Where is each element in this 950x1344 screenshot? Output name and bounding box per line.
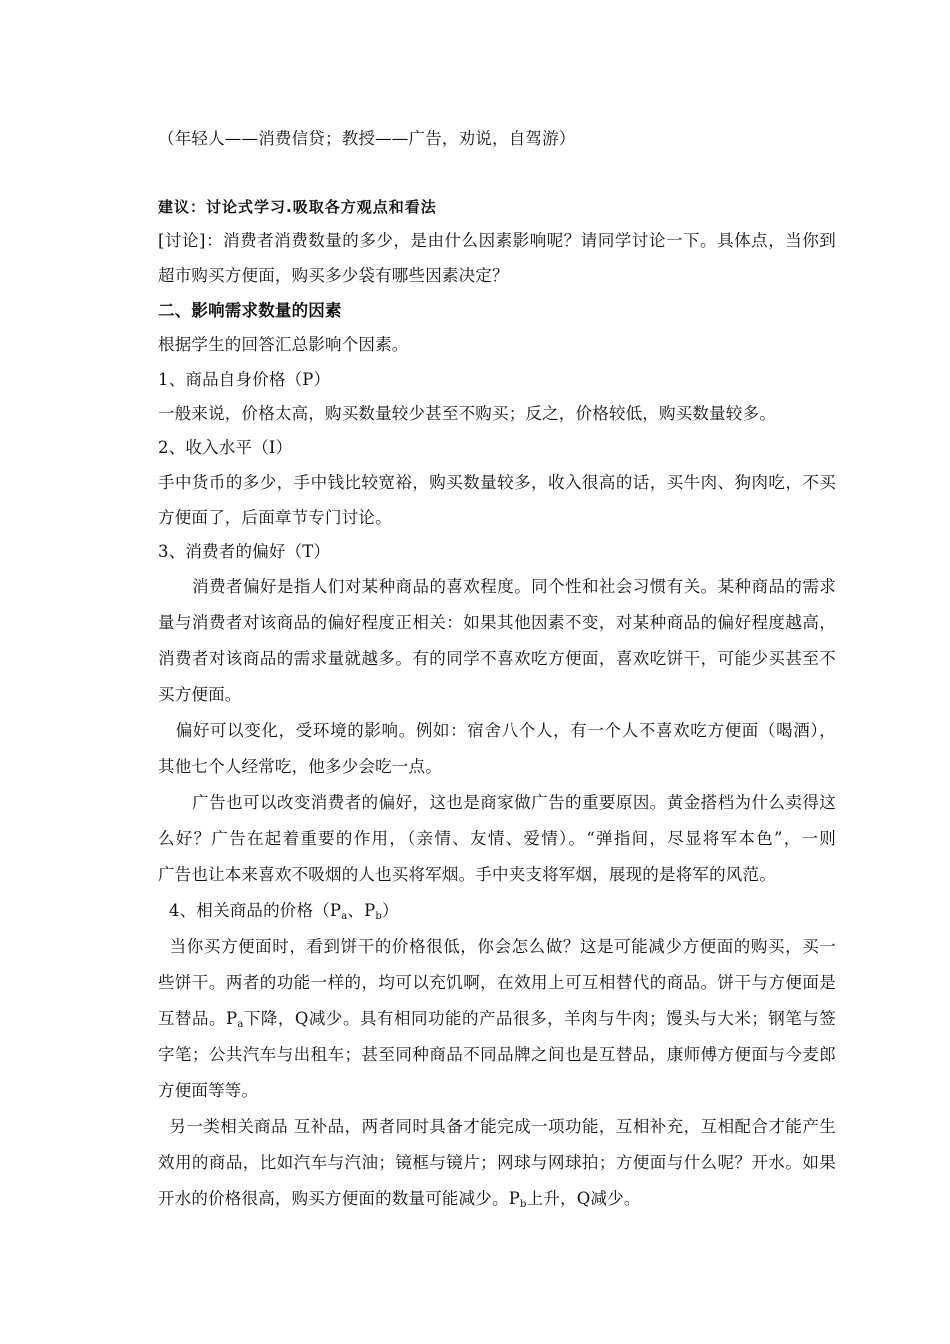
paragraph-line: 么好？广告在起着重要的作用，（亲情、友情、爱情）。“弹指间，尽显将军本色”，一则 (158, 829, 836, 848)
factor-heading: 4、相关商品的价格（$P_a$、$P_b$） (158, 901, 399, 922)
paragraph-line: 消费者对该商品的需求量就越多。有的同学不喜欢吃方便面，喜欢吃饼干，可能少买甚至不 (158, 649, 836, 668)
paragraph-line: （年轻人——消费信贷；教授——广告，劝说，自驾游） (158, 129, 576, 148)
paragraph-line: 互替品。$P_a$下降，Q减少。具有相同功能的产品很多，羊肉与牛肉；馒头与大米；钢笔与签 (158, 1009, 836, 1030)
paragraph-line: 方便面了，后面章节专门讨论。 (158, 508, 392, 527)
paragraph-line: 消费者偏好是指人们对某种商品的喜欢程度。同个性和社会习惯有关。某种商品的需求 (158, 577, 836, 596)
paragraph-line: 当你买方便面时，看到饼干的价格很低，你会怎么做？这是可能减少方便面的购买，买一 (158, 937, 836, 956)
paragraph-line: 开水的价格很高，购买方便面的数量可能减少。$P_b$上升，Q减少。 (158, 1189, 641, 1210)
paragraph-line: 另一类相关商品 互补品，两者同时具备才能完成一项功能，互相补充，互相配合才能产生 (158, 1117, 836, 1136)
paragraph-line: 手中货币的多少，手中钱比较宽裕，购买数量较多，收入很高的话，买牛肉、狗肉吃，不买 (158, 473, 836, 492)
paragraph-line: [讨论]：消费者消费数量的多少，是由什么因素影响呢？请同学讨论一下。具体点，当你到 (158, 231, 836, 250)
paragraph-line: 超市购买方便面，购买多少袋有哪些因素决定？ (158, 266, 509, 285)
factor-heading: 3、消费者的偏好（T） (158, 542, 331, 561)
factor-heading: 1、商品自身价格（P） (158, 370, 331, 389)
paragraph-line: 广告也让本来喜欢不吸烟的人也买将军烟。手中夹支将军烟，展现的是将军的风范。 (158, 865, 776, 884)
paragraph-line: 量与消费者对该商品的偏好程度正相关：如果其他因素不变，对某种商品的偏好程度越高， (158, 613, 836, 632)
suggestion-heading: 建议：讨论式学习.吸取各方观点和看法 (158, 198, 437, 216)
paragraph-line: 广告也可以改变消费者的偏好，这也是商家做广告的重要原因。黄金搭档为什么卖得这 (158, 793, 836, 812)
paragraph-line: 偏好可以变化，受环境的影响。例如：宿舍八个人，有一个人不喜欢吃方便面（喝酒）， (158, 721, 836, 740)
paragraph-line: 字笔；公共汽车与出租车；甚至同种商品不同品牌之间也是互替品，康师傅方便面与今麦郎 (158, 1045, 836, 1064)
paragraph-line: 买方便面。 (158, 685, 242, 704)
paragraph-line: 些饼干。两者的功能一样的，均可以充饥啊，在效用上可互相替代的商品。饼干与方便面是 (158, 973, 836, 992)
section-heading: 二、影响需求数量的因素 (158, 301, 342, 320)
paragraph-line: 一般来说，价格太高，购买数量较少甚至不购买；反之，价格较低，购买数量较多。 (158, 404, 776, 423)
paragraph-line: 方便面等等。 (158, 1081, 259, 1100)
paragraph-line: 根据学生的回答汇总影响个因素。 (158, 335, 409, 354)
factor-heading: 2、收入水平（I） (158, 438, 293, 457)
paragraph-line: 其他七个人经常吃，他多少会吃一点。 (158, 757, 442, 776)
paragraph-line: 效用的商品，比如汽车与汽油；镜框与镜片；网球与网球拍；方便面与什么呢？开水。如果 (158, 1153, 836, 1172)
